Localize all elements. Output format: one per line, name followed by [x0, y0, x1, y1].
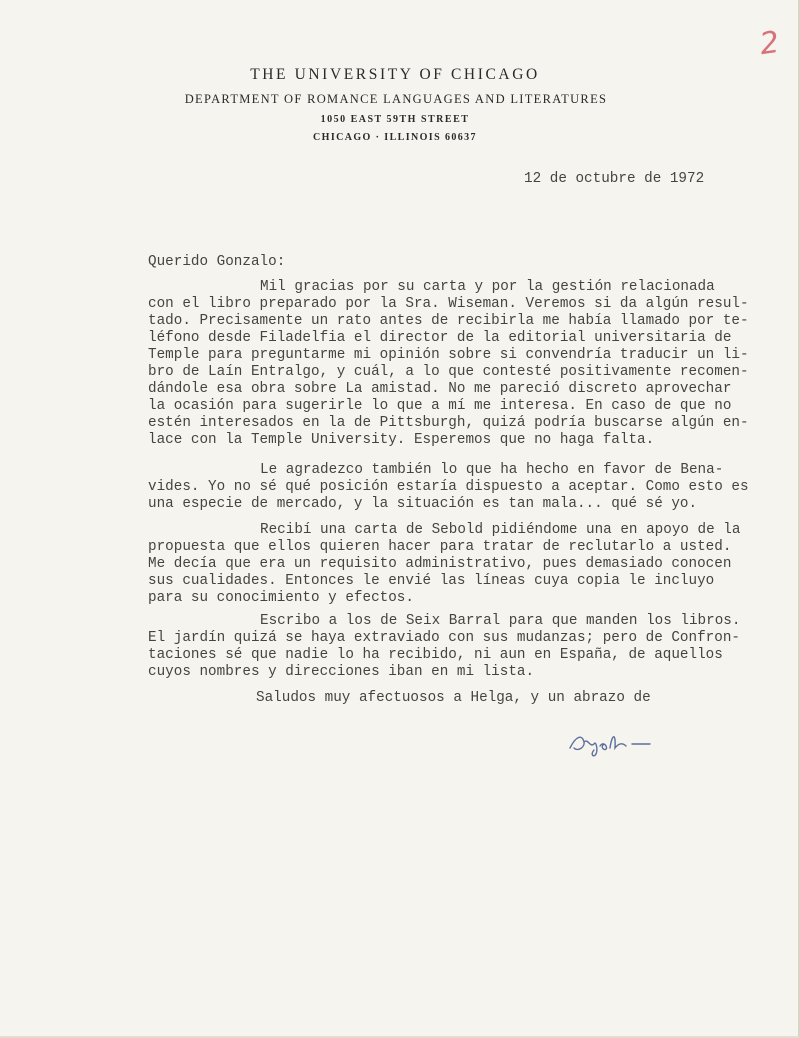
paragraph-1-line-7: dándole esa obra sobre La amistad. No me pareció discreto aprovechar [148, 381, 732, 397]
paragraph-1-line-4: léfono desde Filadelfia el director de la editorial universitaria de [148, 330, 732, 346]
paragraph-2-line-1: Le agradezco también lo que ha hecho en favor de Bena- [260, 462, 724, 478]
letterhead-street: 1050 EAST 59TH STREET [320, 114, 470, 125]
paragraph-1-line-3: tado. Precisamente un rato antes de recibirla me había llamado por te- [148, 313, 749, 329]
paragraph-1-line-1: Mil gracias por su carta y por la gestión relacionada [260, 279, 715, 295]
closing-line: Saludos muy afectuosos a Helga, y un abrazo de [256, 690, 651, 706]
paragraph-3-line-2: propuesta que ellos quieren hacer para tratar de reclutarlo a usted. [148, 539, 732, 555]
paragraph-3-line-1: Recibí una carta de Sebold pidiéndome una en apoyo de la [260, 522, 741, 538]
paragraph-2-line-2: vides. Yo no sé qué posición estaría dispuesto a aceptar. Como esto es [148, 479, 749, 495]
paragraph-4-line-1: Escribo a los de Seix Barral para que manden los libros. [260, 613, 741, 629]
paragraph-4-line-2: El jardín quizá se haya extraviado con sus mudanzas; pero de Confron- [148, 630, 740, 646]
paragraph-1-line-10: lace con la Temple University. Esperemos que no haga falta. [148, 432, 655, 448]
paragraph-2-line-3: una especie de mercado, y la situación es tan mala... qué sé yo. [148, 496, 698, 512]
salutation: Querido Gonzalo: [148, 254, 286, 270]
handwritten-page-number: 2 [757, 24, 782, 63]
paragraph-1-line-6: bro de Laín Entralgo, y cuál, a lo que contesté positivamente recomen- [148, 364, 749, 380]
paragraph-1-line-9: estén interesados en la de Pittsburgh, quizá podría buscarse algún en- [148, 415, 749, 431]
paragraph-1-line-2: con el libro preparado por la Sra. Wiseman. Veremos si da algún resul- [148, 296, 749, 312]
letterhead-department: DEPARTMENT OF ROMANCE LANGUAGES AND LITERATURES [184, 92, 608, 106]
letterhead-university: THE UNIVERSITY OF CHICAGO [250, 66, 540, 83]
handwritten-signature [566, 728, 666, 758]
letter-date: 12 de octubre de 1972 [524, 171, 705, 187]
paragraph-3-line-4: sus cualidades. Entonces le envié las líneas cuya copia le incluyo [148, 573, 715, 589]
paragraph-1-line-8: la ocasión para sugerirle lo que a mí me interesa. En caso de que no [148, 398, 732, 414]
paragraph-3-line-3: Me decía que era un requisito administrativo, pues demasiado conocen [148, 556, 732, 572]
paragraph-4-line-4: cuyos nombres y direcciones iban en mi lista. [148, 664, 535, 680]
letterhead-city: CHICAGO · ILLINOIS 60637 [313, 132, 477, 143]
paragraph-1-line-5: Temple para preguntarme mi opinión sobre si convendría traducir un li- [148, 347, 749, 363]
paragraph-3-line-5: para su conocimiento y efectos. [148, 590, 414, 606]
paragraph-4-line-3: taciones sé que nadie lo ha recibido, ni aun en España, de aquellos [148, 647, 723, 663]
